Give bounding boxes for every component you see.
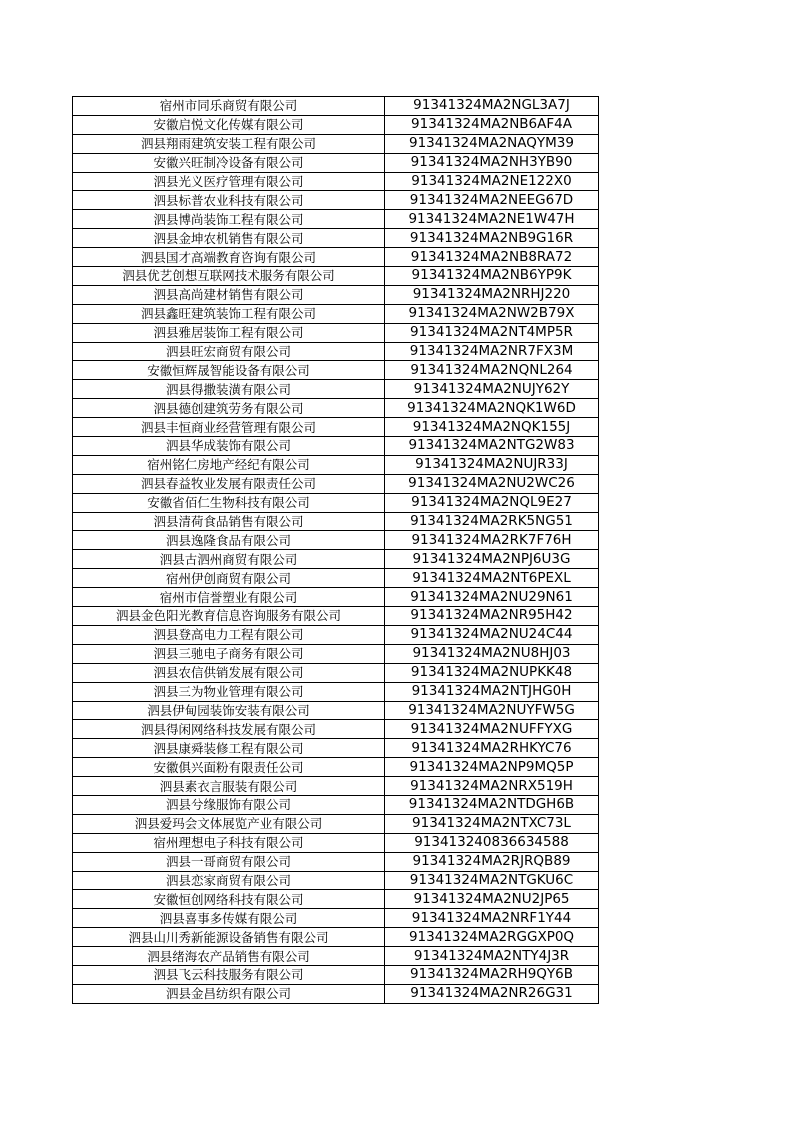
company-name-cell: 泗县优艺创想互联网技术服务有限公司 [73,267,385,286]
company-name-cell: 泗县得撒装潢有限公司 [73,380,385,399]
credit-code-cell: 91341324MA2RK7F76H [385,531,599,550]
table-row [73,455,599,474]
credit-code-cell: 91341324MA2RK5NG51 [385,512,599,531]
company-name-cell: 泗县爱玛会文体展览产业有限公司 [73,814,385,833]
credit-code-cell: 91341324MA2NQNL264 [385,361,599,380]
table-row [73,833,599,852]
table-body [73,97,599,1004]
company-name-cell: 宿州铭仁房地产经纪有限公司 [73,455,385,474]
table-row [73,229,599,248]
company-name-cell: 泗县德创建筑劳务有限公司 [73,399,385,418]
credit-code-cell: 91341324MA2NAQYM39 [385,134,599,153]
company-name-cell: 泗县喜事多传媒有限公司 [73,909,385,928]
table-row [73,814,599,833]
company-name-cell: 泗县兮缘服饰有限公司 [73,795,385,814]
table-row [73,512,599,531]
company-name-cell: 安徽省佰仁生物科技有限公司 [73,493,385,512]
credit-code-cell: 91341324MA2NTG2W83 [385,437,599,456]
company-name-cell: 泗县金坤农机销售有限公司 [73,229,385,248]
company-name-cell: 宿州伊创商贸有限公司 [73,569,385,588]
table-row [73,947,599,966]
table-row [73,191,599,210]
company-name-cell: 泗县得闲网络科技发展有限公司 [73,720,385,739]
table-row [73,871,599,890]
company-name-cell: 泗县国才高端教育咨询有限公司 [73,248,385,267]
table-row [73,153,599,172]
credit-code-cell: 91341324MA2NPJ6U3G [385,550,599,569]
company-name-cell: 泗县丰恒商业经营管理有限公司 [73,418,385,437]
credit-code-cell: 91341324MA2NR26G31 [385,984,599,1003]
credit-code-cell: 91341324MA2NTY4J3R [385,947,599,966]
company-name-cell: 泗县素衣言服装有限公司 [73,777,385,796]
table-row [73,739,599,758]
credit-code-cell: 91341324MA2NE1W47H [385,210,599,229]
credit-code-cell: 91341324MA2NGL3A7J [385,97,599,116]
credit-code-cell: 91341324MA2NRHJ220 [385,285,599,304]
credit-code-cell: 91341324MA2NTDGH6B [385,795,599,814]
table-row [73,418,599,437]
company-name-cell: 泗县飞云科技服务有限公司 [73,965,385,984]
table-row [73,304,599,323]
company-name-cell: 泗县高尚建材销售有限公司 [73,285,385,304]
table-row [73,115,599,134]
table-row [73,909,599,928]
company-name-cell: 安徽启悦文化传媒有限公司 [73,115,385,134]
table-row [73,588,599,607]
table-row [73,607,599,626]
company-name-cell: 泗县雅居装饰工程有限公司 [73,323,385,342]
credit-code-cell: 91341324MA2NUFFYXG [385,720,599,739]
table-row [73,758,599,777]
credit-code-cell: 91341324MA2NR7FX3M [385,342,599,361]
company-table [72,96,599,1004]
credit-code-cell: 91341324MA2RH9QY6B [385,965,599,984]
table-row [73,984,599,1003]
table-row [73,172,599,191]
table-row [73,928,599,947]
company-name-cell: 安徽兴旺制冷设备有限公司 [73,153,385,172]
table-row [73,361,599,380]
company-name-cell: 安徽恒辉晟智能设备有限公司 [73,361,385,380]
credit-code-cell: 91341324MA2RHKYC76 [385,739,599,758]
credit-code-cell: 91341324MA2NUPKK48 [385,663,599,682]
table-row [73,342,599,361]
credit-code-cell: 91341324MA2NRF1Y44 [385,909,599,928]
table-row [73,550,599,569]
credit-code-cell: 91341324MA2NU2JP65 [385,890,599,909]
table-row [73,285,599,304]
credit-code-cell: 91341324MA2NB9G16R [385,229,599,248]
table-row [73,795,599,814]
company-name-cell: 泗县清荷食品销售有限公司 [73,512,385,531]
table-row [73,267,599,286]
table-row [73,134,599,153]
company-name-cell: 泗县翔雨建筑安装工程有限公司 [73,134,385,153]
company-name-cell: 泗县华成装饰有限公司 [73,437,385,456]
credit-code-cell: 91341324MA2NQK155J [385,418,599,437]
credit-code-cell: 91341324MA2NRX519H [385,777,599,796]
company-name-cell: 宿州理想电子科技有限公司 [73,833,385,852]
table-row [73,474,599,493]
credit-code-cell: 91341324MA2NT4MP5R [385,323,599,342]
table-row [73,720,599,739]
table-row [73,644,599,663]
company-name-cell: 泗县一哥商贸有限公司 [73,852,385,871]
table-row [73,965,599,984]
table-row [73,663,599,682]
company-name-cell: 泗县登高电力工程有限公司 [73,625,385,644]
credit-code-cell: 91341324MA2NEEG67D [385,191,599,210]
credit-code-cell: 91341324MA2RJRQB89 [385,852,599,871]
company-name-cell: 泗县逸隆食品有限公司 [73,531,385,550]
company-name-cell: 泗县旺宏商贸有限公司 [73,342,385,361]
table-row [73,97,599,116]
company-name-cell: 泗县伊甸园装饰安装有限公司 [73,701,385,720]
company-name-cell: 泗县金昌纺织有限公司 [73,984,385,1003]
credit-code-cell: 913413240836634588 [385,833,599,852]
company-name-cell: 泗县恋家商贸有限公司 [73,871,385,890]
company-name-cell: 泗县标普农业科技有限公司 [73,191,385,210]
company-name-cell: 泗县古泗州商贸有限公司 [73,550,385,569]
table-row [73,682,599,701]
company-name-cell: 泗县康舜装修工程有限公司 [73,739,385,758]
company-name-cell: 泗县三驰电子商务有限公司 [73,644,385,663]
table-row [73,493,599,512]
company-name-cell: 泗县三为物业管理有限公司 [73,682,385,701]
company-name-cell: 泗县金色阳光教育信息咨询服务有限公司 [73,607,385,626]
company-name-cell: 泗县绪海农产品销售有限公司 [73,947,385,966]
credit-code-cell: 91341324MA2NB6YP9K [385,267,599,286]
credit-code-cell: 91341324MA2NUJR33J [385,455,599,474]
table-row [73,380,599,399]
credit-code-cell: 91341324MA2NE122X0 [385,172,599,191]
credit-code-cell: 91341324MA2NB8RA72 [385,248,599,267]
credit-code-cell: 91341324MA2NU29N61 [385,588,599,607]
company-name-cell: 泗县农信供销发展有限公司 [73,663,385,682]
company-name-cell: 泗县山川秀新能源设备销售有限公司 [73,928,385,947]
company-name-cell: 泗县鑫旺建筑装饰工程有限公司 [73,304,385,323]
credit-code-cell: 91341324MA2NTXC73L [385,814,599,833]
credit-code-cell: 91341324MA2NQK1W6D [385,399,599,418]
company-name-cell: 安徽恒创网络科技有限公司 [73,890,385,909]
credit-code-cell: 91341324MA2NU8HJ03 [385,644,599,663]
table-row [73,625,599,644]
table-row [73,531,599,550]
company-name-cell: 泗县春益牧业发展有限责任公司 [73,474,385,493]
company-name-cell: 宿州市信誉塑业有限公司 [73,588,385,607]
credit-code-cell: 91341324MA2NH3YB90 [385,153,599,172]
company-name-cell: 安徽俱兴面粉有限责任公司 [73,758,385,777]
table-row [73,890,599,909]
table-row [73,210,599,229]
credit-code-cell: 91341324MA2NT6PEXL [385,569,599,588]
table-row [73,701,599,720]
credit-code-cell: 91341324MA2NTJHG0H [385,682,599,701]
table-row [73,569,599,588]
credit-code-cell: 91341324MA2NTGKU6C [385,871,599,890]
credit-code-cell: 91341324MA2RGGXP0Q [385,928,599,947]
table-row [73,437,599,456]
table-row [73,248,599,267]
credit-code-cell: 91341324MA2NU2WC26 [385,474,599,493]
credit-code-cell: 91341324MA2NP9MQ5P [385,758,599,777]
company-name-cell: 泗县博尚装饰工程有限公司 [73,210,385,229]
table-row [73,323,599,342]
credit-code-cell: 91341324MA2NQL9E27 [385,493,599,512]
table-row [73,777,599,796]
company-name-cell: 泗县光义医疗管理有限公司 [73,172,385,191]
credit-code-cell: 91341324MA2NW2B79X [385,304,599,323]
credit-code-cell: 91341324MA2NB6AF4A [385,115,599,134]
credit-code-cell: 91341324MA2NUJY62Y [385,380,599,399]
table-row [73,399,599,418]
table-row [73,852,599,871]
credit-code-cell: 91341324MA2NU24C44 [385,625,599,644]
credit-code-cell: 91341324MA2NR95H42 [385,607,599,626]
company-name-cell: 宿州市同乐商贸有限公司 [73,97,385,116]
credit-code-cell: 91341324MA2NUYFW5G [385,701,599,720]
